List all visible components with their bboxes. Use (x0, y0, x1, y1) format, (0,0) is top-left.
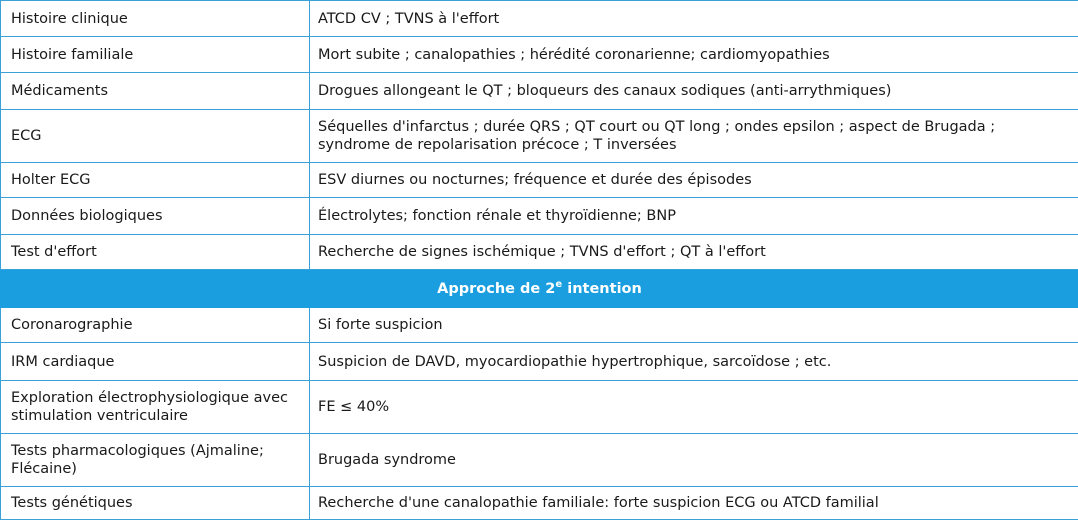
row-value: ATCD CV ; TVNS à l'effort (310, 1, 1078, 37)
row-value: Recherche de signes ischémique ; TVNS d'effort ; QT à l'effort (310, 235, 1078, 270)
row-label: Médicaments (1, 73, 310, 110)
row-label: Données biologiques (1, 198, 310, 235)
row-label: ECG (1, 110, 310, 163)
section-title-suffix: intention (562, 281, 642, 297)
table-row (1, 487, 1078, 520)
table-row (1, 37, 1078, 73)
table-row (1, 434, 1078, 487)
row-value: Si forte suspicion (310, 308, 1078, 343)
table-row (1, 163, 1078, 198)
section-header (1, 270, 1078, 308)
table-row (1, 308, 1078, 343)
section-header-row (1, 270, 1078, 308)
section-superscript: e (555, 279, 562, 290)
row-label: Test d'effort (1, 235, 310, 270)
table-row (1, 381, 1078, 434)
row-label: Holter ECG (1, 163, 310, 198)
table-row (1, 198, 1078, 235)
table-row (1, 1, 1078, 37)
row-label: Coronarographie (1, 308, 310, 343)
table-row (1, 343, 1078, 381)
table-row (1, 73, 1078, 110)
row-value: Drogues allongeant le QT ; bloqueurs des canaux sodiques (anti-arrythmiques) (310, 73, 1078, 110)
row-label: Histoire clinique (1, 1, 310, 37)
row-label: Histoire familiale (1, 37, 310, 73)
row-label: Tests pharmacologiques (Ajmaline; Flécaine) (1, 434, 310, 487)
row-value: Séquelles d'infarctus ; durée QRS ; QT court ou QT long ; ondes epsilon ; aspect de Brugada ; syndrome de repolarisation précoce ; T inversées (310, 110, 1078, 163)
row-value: Brugada syndrome (310, 434, 1078, 487)
table-row (1, 235, 1078, 270)
row-value: FE ≤ 40% (310, 381, 1078, 434)
section-title-text: Approche de 2 (437, 281, 555, 297)
row-value: Suspicion de DAVD, myocardiopathie hypertrophique, sarcoïdose ; etc. (310, 343, 1078, 381)
row-label: Tests génétiques (1, 487, 310, 520)
row-value: Électrolytes; fonction rénale et thyroïdienne; BNP (310, 198, 1078, 235)
row-value: ESV diurnes ou nocturnes; fréquence et durée des épisodes (310, 163, 1078, 198)
row-label: IRM cardiaque (1, 343, 310, 381)
row-value: Mort subite ; canalopathies ; hérédité coronarienne; cardiomyopathies (310, 37, 1078, 73)
row-label: Exploration électrophysiologique avec stimulation ventriculaire (1, 381, 310, 434)
table-row (1, 110, 1078, 163)
row-value: Recherche d'une canalopathie familiale: forte suspicion ECG ou ATCD familial (310, 487, 1078, 520)
